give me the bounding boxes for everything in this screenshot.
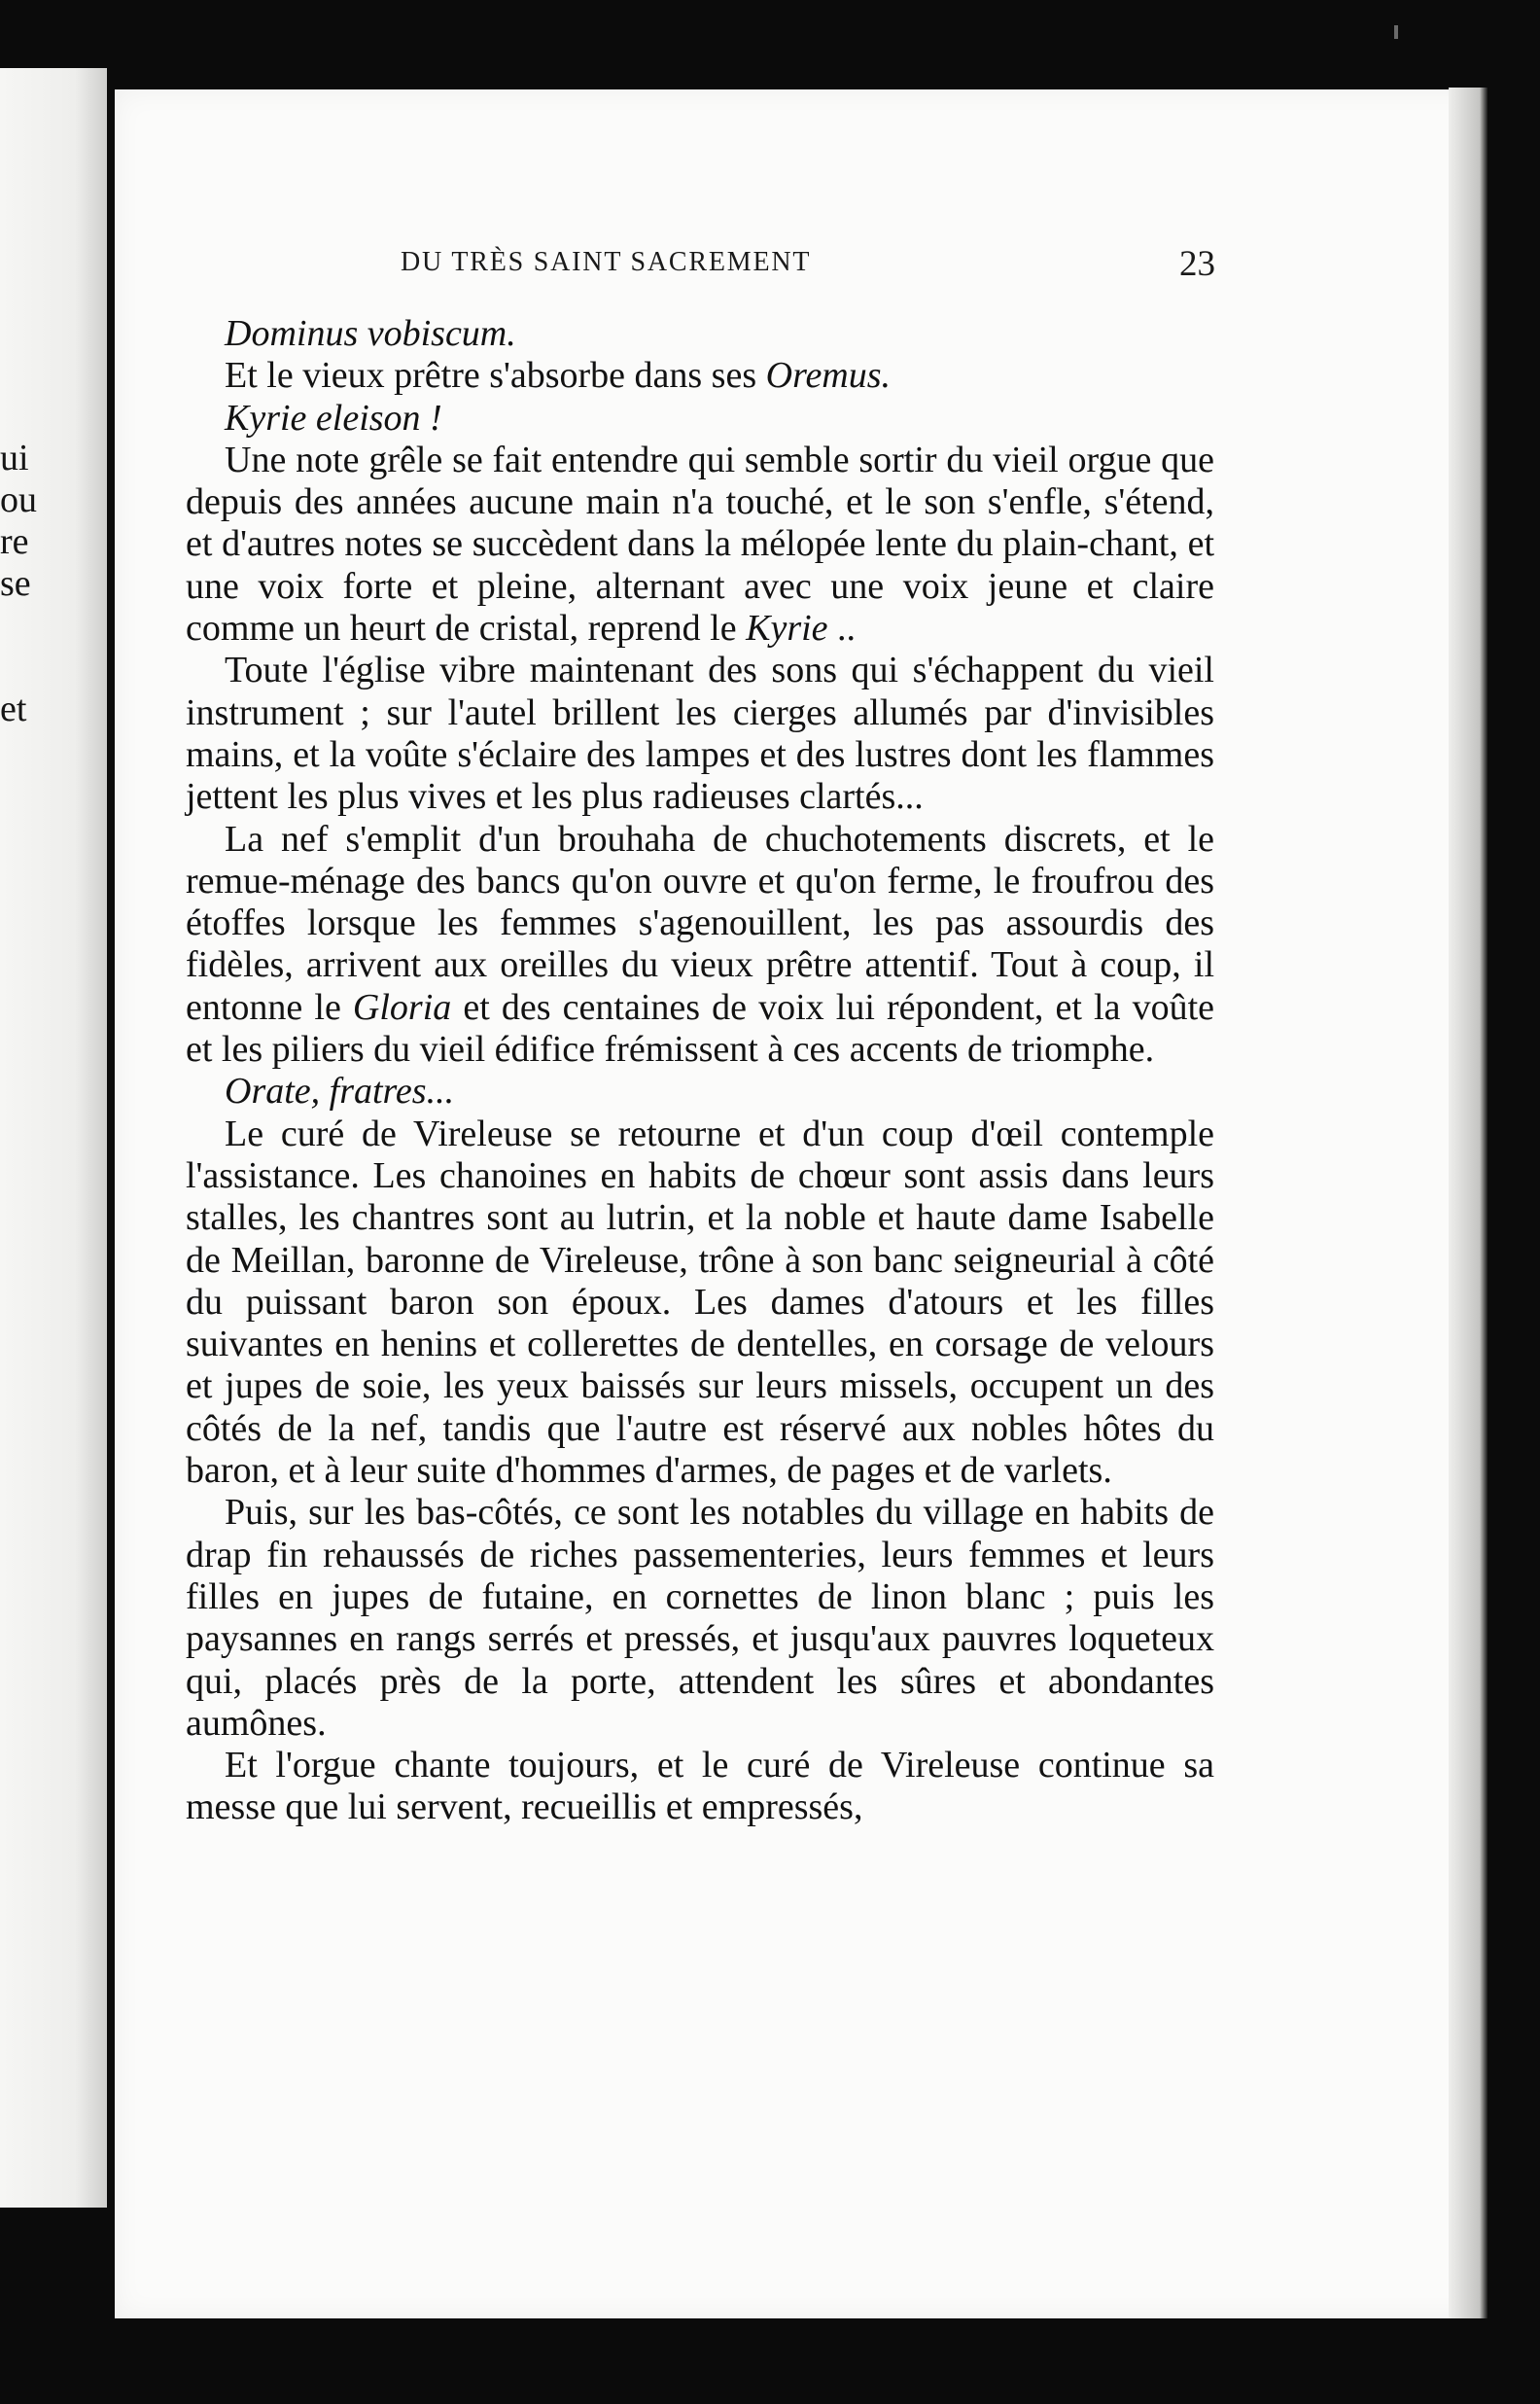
left-fragment: et bbox=[0, 689, 27, 729]
page-header bbox=[292, 244, 1215, 296]
paragraph bbox=[186, 819, 1214, 1072]
paragraph-text: Et l'orgue chante toujours, et le curé de Vireleuse continue sa messe que lui servent, recueillis et empressés, bbox=[186, 1745, 1214, 1828]
paragraph bbox=[186, 1114, 1214, 1493]
italic-line: Orate, fratres... bbox=[225, 1071, 455, 1113]
paragraph bbox=[186, 355, 1214, 397]
paragraph-text-tail: et des centaines de voix lui répondent, et la voûte et les piliers du vieil édifice frémissent à ces accents de triomphe. bbox=[186, 986, 1214, 1071]
body-text bbox=[186, 313, 1214, 1829]
left-page-edge bbox=[0, 68, 107, 2208]
left-fragment: ou bbox=[0, 479, 37, 520]
left-fragment: ui bbox=[0, 438, 29, 478]
italic-line: Dominus vobiscum. bbox=[225, 313, 516, 354]
paragraph-text-tail: .. bbox=[827, 608, 857, 650]
paragraph-text: Puis, sur les bas-côtés, ce sont les notables du village en habits de drap fin rehaussés de riches passementeries, leurs femmes et leurs filles en jupes de futaine, en cornettes de linon blanc ; puis les paysannes en rangs serrés et pressés, et jusqu'aux pauvres loqueteux qui, placés près de la porte, attendent les sûres et abondantes aumônes. bbox=[186, 1492, 1214, 1744]
paragraph bbox=[186, 1071, 1214, 1113]
running-title: DU TRÈS SAINT SACREMENT bbox=[401, 247, 812, 277]
paragraph bbox=[186, 313, 1214, 355]
left-fragment: se bbox=[0, 563, 31, 604]
paragraph bbox=[186, 650, 1214, 818]
paragraph-text: Et le vieux prêtre s'absorbe dans ses bbox=[225, 355, 766, 397]
left-page-text-fragments bbox=[0, 438, 68, 730]
page-edge-shadow bbox=[1449, 88, 1488, 2318]
paragraph bbox=[186, 440, 1214, 650]
italic-line: Kyrie eleison ! bbox=[225, 397, 442, 439]
left-fragment: re bbox=[0, 521, 29, 562]
italic-word: Oremus. bbox=[765, 355, 892, 397]
left-fragment-gap bbox=[0, 605, 68, 689]
italic-word: Gloria bbox=[352, 986, 452, 1028]
paragraph bbox=[186, 398, 1214, 440]
paragraph-text: Toute l'église vibre maintenant des sons qui s'échappent du vieil instrument ; sur l'autel brillent les cierges allumés par d'invisibles mains, et la voûte s'éclaire des lampes et des lustres dont les flammes jettent les plus vives et les plus radieuses clartés... bbox=[186, 650, 1214, 818]
italic-word: Kyrie bbox=[746, 608, 828, 650]
paragraph bbox=[186, 1492, 1214, 1745]
paragraph-text: Une note grêle se fait entendre qui semble sortir du vieil orgue que depuis des années aucune main n'a touché, et le son s'enfle, s'étend, et d'autres notes se succèdent dans la mélopée lente du plain-chant, et une voix forte et pleine, alternant avec une voix jeune et claire comme un heurt de cristal, reprend le bbox=[186, 439, 1214, 650]
paragraph-text: Le curé de Vireleuse se retourne et d'un coup d'œil contemple l'assistance. Les chanoines en habits de chœur sont assis dans leurs stalles, les chantres sont au lutrin, et la noble et haute dame Isabelle de Meillan, baronne de Vireleuse, trône à son banc seigneurial à côté du puissant baron son époux. Les dames d'atours et les filles suivantes en henins et collerettes de dentelles, en corsage de velours et jupes de soie, les yeux baissés sur leurs missels, occupent un des côtés de la nef, tandis que l'autre est réservé aux nobles hôtes du baron, et à leur suite d'hommes d'armes, de pages et de varlets. bbox=[186, 1113, 1214, 1492]
scan-mark bbox=[1394, 25, 1398, 39]
paragraph-text: La nef s'emplit d'un brouhaha de chuchotements discrets, et le remue-ménage des bancs qu'on ouvre et qu'on ferme, le froufrou des étoffes lorsque les femmes s'agenouillent, les pas assourdis des fidèles, arrivent aux oreilles du vieux prêtre attentif. Tout à coup, il entonne le bbox=[186, 818, 1214, 1028]
page-number: 23 bbox=[1179, 244, 1215, 284]
paragraph bbox=[186, 1745, 1214, 1829]
